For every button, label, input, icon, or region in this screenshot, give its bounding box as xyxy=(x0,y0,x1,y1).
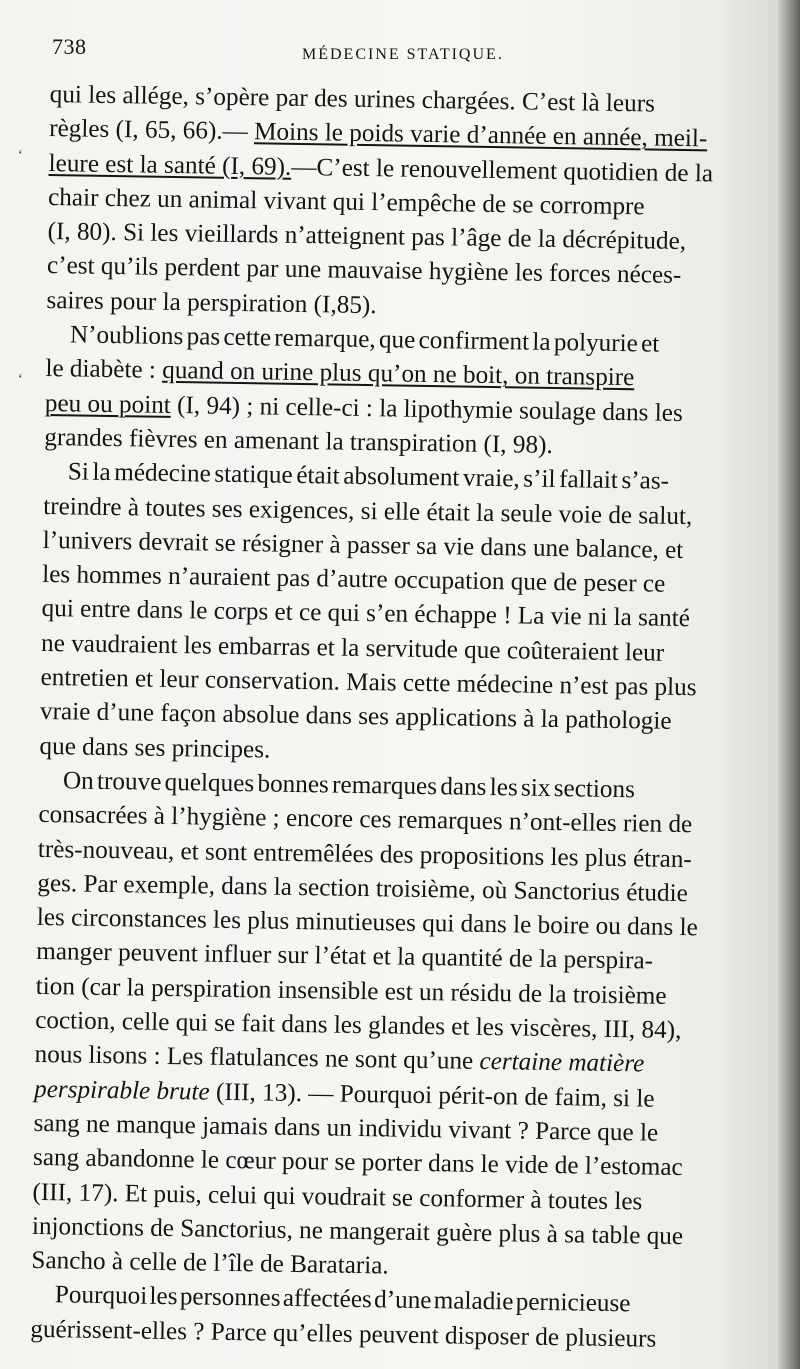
text-line: qui entre dans le corps et ce qui s’en échappe ! La vie ni la santé xyxy=(41,595,691,633)
text-line: chair chez un animal vivant qui l’empêche de se corrompre xyxy=(47,183,645,221)
text-span: (I, 94) ; ni celle-ci : la lipothymie soulage dans les xyxy=(170,391,683,427)
text-line: saires pour la perspiration (I,85). xyxy=(46,286,377,319)
text-line: guérissent-elles ? Parce qu’elles peuvent disposer de plusieurs xyxy=(30,1315,657,1353)
text-line: treindre à toutes ses exigences, si elle était la seule voie de salut, xyxy=(43,492,693,530)
text-line: (I, 80). Si les vieillards n’atteignent pas l’âge de la décrépitude, xyxy=(47,218,687,256)
margin-mark: ʻ xyxy=(18,372,23,387)
text-line: entretien et leur conservation. Mais cette médecine n’est pas plus xyxy=(40,663,697,702)
text-line: ges. Par exemple, dans la section troisième, où Sanctorius étudie xyxy=(37,869,688,907)
underlined-text: leure est la santé (I, 69). xyxy=(48,149,292,181)
text-line: manger peuvent influer sur l’état et la quantité de la perspira- xyxy=(36,938,654,976)
text-span: —C’est le renouvellement quotidien de la xyxy=(291,153,714,188)
text-line: les hommes n’auraient pas d’autre occupation que de peser ce xyxy=(41,561,666,598)
page-header xyxy=(52,34,740,64)
text-line: injonctions de Sanctorius, ne mangerait guère plus à sa table que xyxy=(31,1212,684,1250)
text-line: sang ne manque jamais dans un individu vivant ? Parce que le xyxy=(33,1109,659,1147)
text-line: très-nouveau, et sont entremêlées des propositions les plus étran- xyxy=(37,835,693,873)
underlined-text: peu ou point xyxy=(44,389,172,419)
text-span: le diabète : xyxy=(45,355,163,385)
text-line: (III, 17). Et puis, celui qui voudrait se conformer à toutes les xyxy=(32,1178,643,1215)
paragraph-start: On trouve quelques bonnes remarques dans les six sections xyxy=(62,767,636,804)
text-span: nous lisons : Les flatulances ne sont qu’une xyxy=(34,1041,474,1076)
text-line: ne vaudraient les embarras et la servitude que coûteraient leur xyxy=(40,629,665,667)
text-line: coction, celle qui se fait dans les glandes et les viscères, III, 84), xyxy=(34,1006,682,1045)
text-line: vraie d’une façon absolue dans ses applications à la pathologie xyxy=(39,698,672,736)
italic-text: perspirable brute xyxy=(33,1075,210,1106)
margin-mark: ʻ xyxy=(18,148,23,163)
body-text xyxy=(30,78,756,1358)
paragraph-start: Pourquoi les personnes affectées d’une maladie pernicieuse xyxy=(54,1281,631,1318)
text-line: qui les allége, s’opère par des urines chargées. C’est là leurs xyxy=(49,80,656,118)
underlined-text: quand on urine plus qu’on ne boit, on transpire xyxy=(162,357,635,392)
text-line: c’est qu’ils perdent par une mauvaise hygiène les forces néces- xyxy=(46,252,682,290)
text-line: les circonstances les plus minutieuses qui dans le boire ou dans le xyxy=(36,904,698,942)
paragraph-start: N’oublions pas cette remarque, que confirment la polyurie et xyxy=(69,321,660,358)
text-line: l’univers devrait se résigner à passer sa vie dans une balance, et xyxy=(42,526,684,564)
text-line: consacrées à l’hygiène ; encore ces remarques n’ont-elles rien de xyxy=(38,801,693,839)
text-line: tion (car la perspiration insensible est un résidu de la troisième xyxy=(35,972,667,1010)
page-number: 738 xyxy=(52,34,87,59)
paragraph-start: Si la médecine statique était absolument vraie, s’il fallait s’as- xyxy=(67,458,670,496)
text-span: (III, 13). — Pourquoi périt-on de faim, si le xyxy=(209,1078,655,1113)
italic-text: certaine matière xyxy=(479,1048,645,1078)
text-line: sang abandonne le cœur pour se porter dans le vide de l’estomac xyxy=(32,1144,683,1182)
text-line: que dans ses principes. xyxy=(39,732,271,764)
page-edge-shadow xyxy=(778,0,800,1369)
underlined-text: Moins le poids varie d’année en année, meil- xyxy=(253,118,708,153)
running-head: MÉDECINE STATIQUE. xyxy=(302,46,504,63)
text-line: grandes fièvres en amenant la transpiration (I, 98). xyxy=(44,423,553,459)
text-span: règles (I, 65, 66).— xyxy=(48,115,255,146)
text-line: Sancho à celle de l’île de Barataria. xyxy=(31,1246,389,1280)
